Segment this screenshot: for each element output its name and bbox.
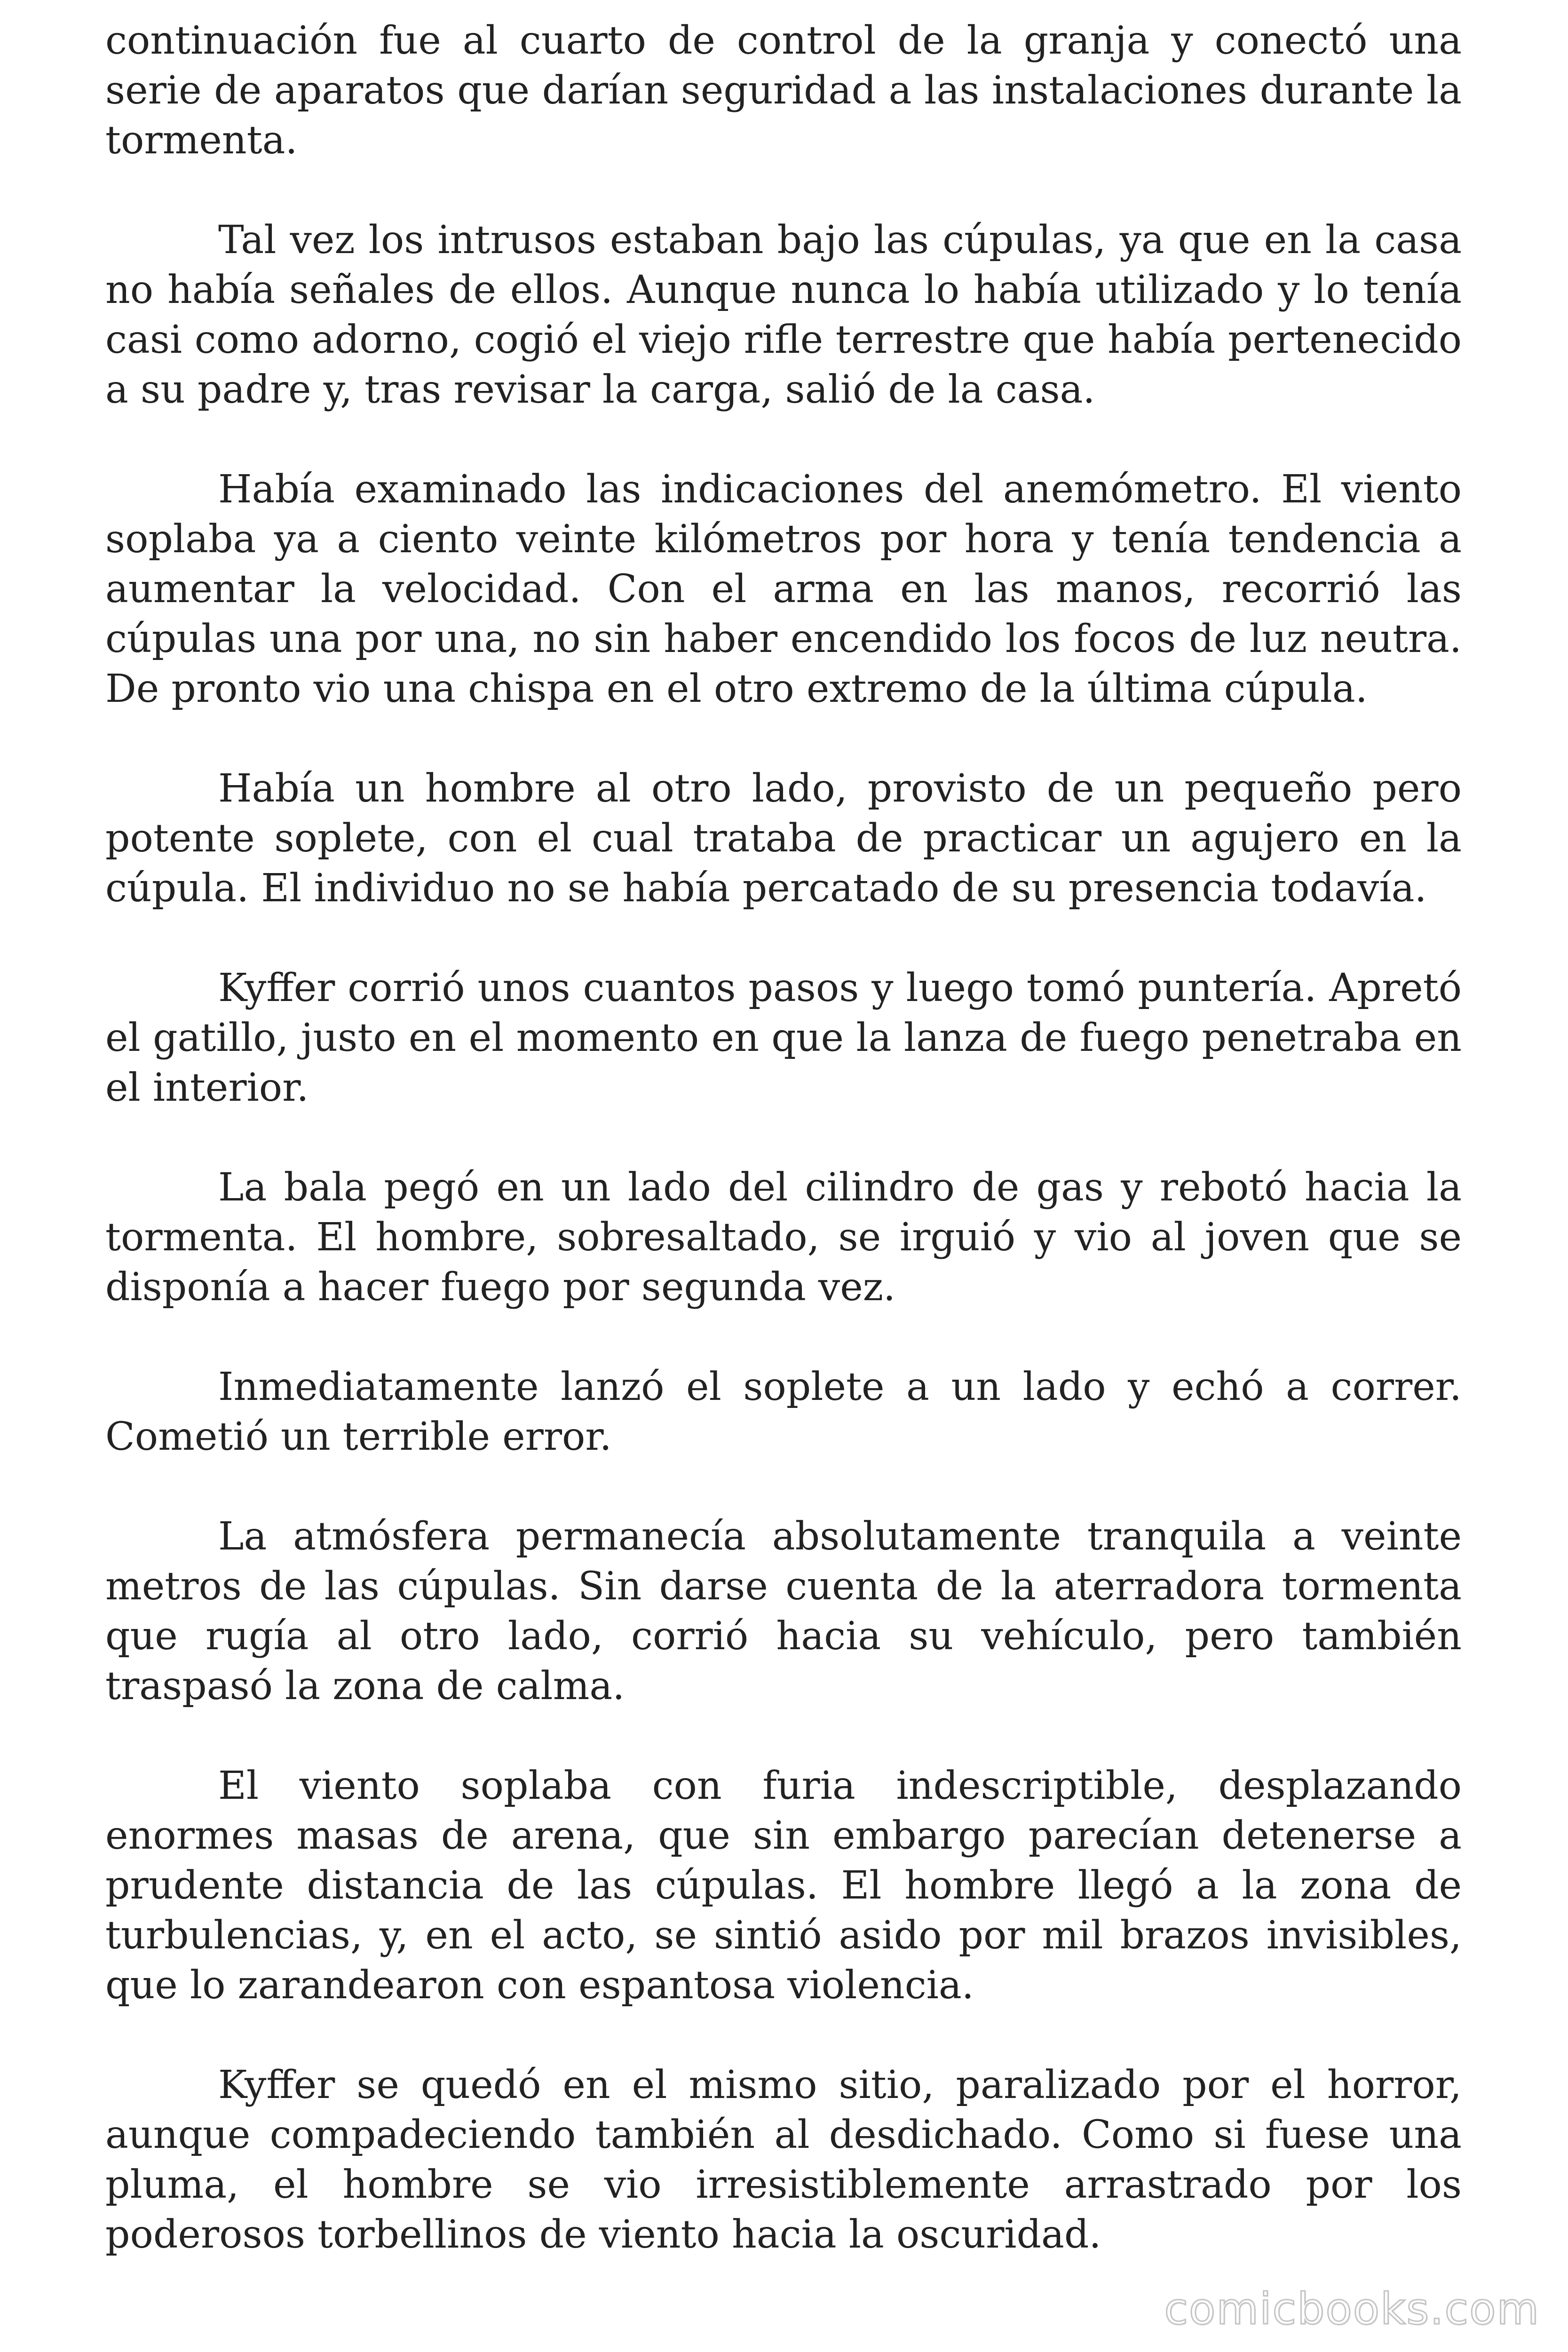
body-text: [105, 16, 1462, 2260]
paragraph-9: El viento soplaba con furia indescriptible, desplazando enormes masas de arena, que sin embargo parecían detenerse a prudente distancia de las cúpulas. El hombre llegó a la zona de turbulencias, y, en el acto, se sintió asido por mil brazos invisibles, que lo zarandearon con espantosa violencia.: [105, 1764, 1462, 2008]
paragraph-5: Kyffer corrió unos cuantos pasos y luego tomó puntería. Apretó el gatillo, justo en el momento en que la lanza de fuego penetraba en el interior.: [105, 966, 1462, 1110]
paragraph-8: La atmósfera permanecía absolutamente tranquila a veinte metros de las cúpulas. Sin darse cuenta de la aterradora tormenta que rugía al otro lado, corrió hacia su vehículo, pero también traspasó la zona de calma.: [105, 1514, 1462, 1708]
paragraph-3: Había examinado las indicaciones del anemómetro. El viento soplaba ya a ciento veinte kilómetros por hora y tenía tendencia a aumentar la velocidad. Con el arma en las manos, recorrió las cúpulas una por una, no sin haber encendido los focos de luz neutra. De pronto vio una chispa en el otro extremo de la última cúpula.: [105, 467, 1462, 711]
paragraph-1: continuación fue al cuarto de control de la granja y conectó una serie de aparatos que darían seguridad a las instalaciones durante la tormenta.: [105, 18, 1462, 163]
paragraph-6: La bala pegó en un lado del cilindro de gas y rebotó hacia la tormenta. El hombre, sobresaltado, se irguió y vio al joven que se disponía a hacer fuego por segunda vez.: [105, 1165, 1462, 1310]
paragraph-10: Kyffer se quedó en el mismo sitio, paralizado por el horror, aunque compadeciendo también al desdichado. Como si fuese una pluma, el hombre se vio irresistiblemente arrastrado por los poderosos torbellinos de viento hacia la oscuridad.: [105, 2063, 1462, 2257]
paragraph-2: Tal vez los intrusos estaban bajo las cúpulas, ya que en la casa no había señales de ellos. Aunque nunca lo había utilizado y lo tenía casi como adorno, cogió el viejo rifle terrestre que había pertenecido a su padre y, tras revisar la carga, salió de la casa.: [105, 218, 1462, 412]
paragraph-4: Había un hombre al otro lado, provisto de un pequeño pero potente soplete, con el cual trataba de practicar un agujero en la cúpula. El individuo no se había percatado de su presencia todavía.: [105, 766, 1462, 911]
watermark-logo: comicbooks.com: [1164, 2284, 1540, 2334]
paragraph-7: Inmediatamente lanzó el soplete a un lado y echó a correr. Cometió un terrible error.: [105, 1365, 1462, 1459]
